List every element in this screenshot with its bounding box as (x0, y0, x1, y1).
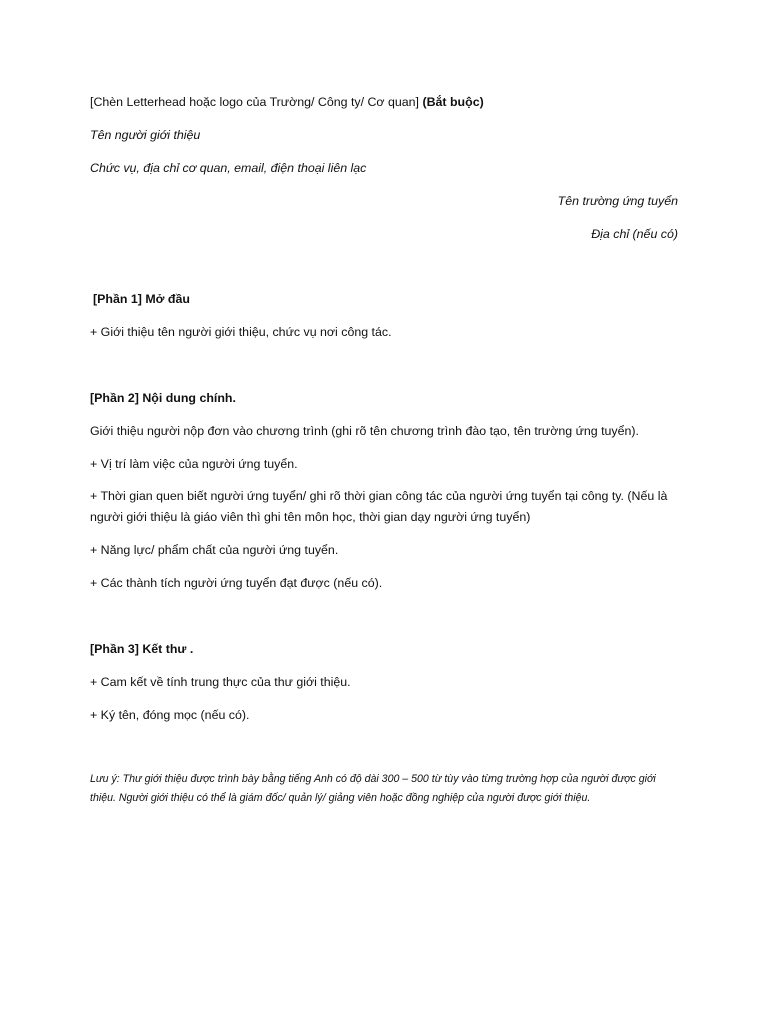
part2-item-3: + Năng lực/ phẩm chất của người ứng tuyển. (90, 543, 339, 557)
part2-intro: Giới thiệu người nộp đơn vào chương trình (ghi rõ tên chương trình đào tạo, tên trường ứng tuyển). (90, 424, 639, 438)
part2-item-1: + Vị trí làm việc của người ứng tuyển. (90, 457, 298, 471)
part3-heading: [Phần 3] Kết thư . (90, 642, 194, 656)
letterhead-required-label: (Bắt buộc) (422, 95, 484, 109)
part1-item-1: + Giới thiệu tên người giới thiệu, chức vụ nơi công tác. (90, 325, 392, 339)
note-paragraph: Lưu ý: Thư giới thiệu được trình bày bằng tiếng Anh có độ dài 300 – 500 từ tùy vào từng trường hợp của người được giới thiệu. Người giới thiệu có thể là giám đốc/ quản lý/ giảng viên hoặc đồng nghiệp của người được giới thiệu. (90, 773, 656, 804)
school-address: Địa chỉ (nếu có) (591, 227, 678, 241)
part1-heading: [Phần 1] Mở đầu (93, 292, 190, 306)
part2-item-2: + Thời gian quen biết người ứng tuyển/ ghi rõ thời gian công tác của người ứng tuyển tại công ty. (Nếu là người giới thiệu là giáo viên thì ghi tên môn học, thời gian dạy người ứng tuyển) (90, 489, 668, 524)
letterhead-placeholder: [Chèn Letterhead hoặc logo của Trường/ Công ty/ Cơ quan] (90, 95, 423, 109)
part3-item-1: + Cam kết về tính trung thực của thư giới thiệu. (90, 675, 351, 689)
recommender-name: Tên người giới thiệu (90, 128, 201, 142)
school-name: Tên trường ứng tuyển (557, 194, 678, 208)
recommender-contact: Chức vụ, địa chỉ cơ quan, email, điện thoại liên lạc (90, 161, 367, 175)
part3-item-2: + Ký tên, đóng mọc (nếu có). (90, 708, 250, 722)
part2-heading: [Phần 2] Nội dung chính. (90, 391, 236, 405)
part2-item-4: + Các thành tích người ứng tuyển đạt được (nếu có). (90, 576, 383, 590)
letterhead-line (90, 94, 484, 110)
